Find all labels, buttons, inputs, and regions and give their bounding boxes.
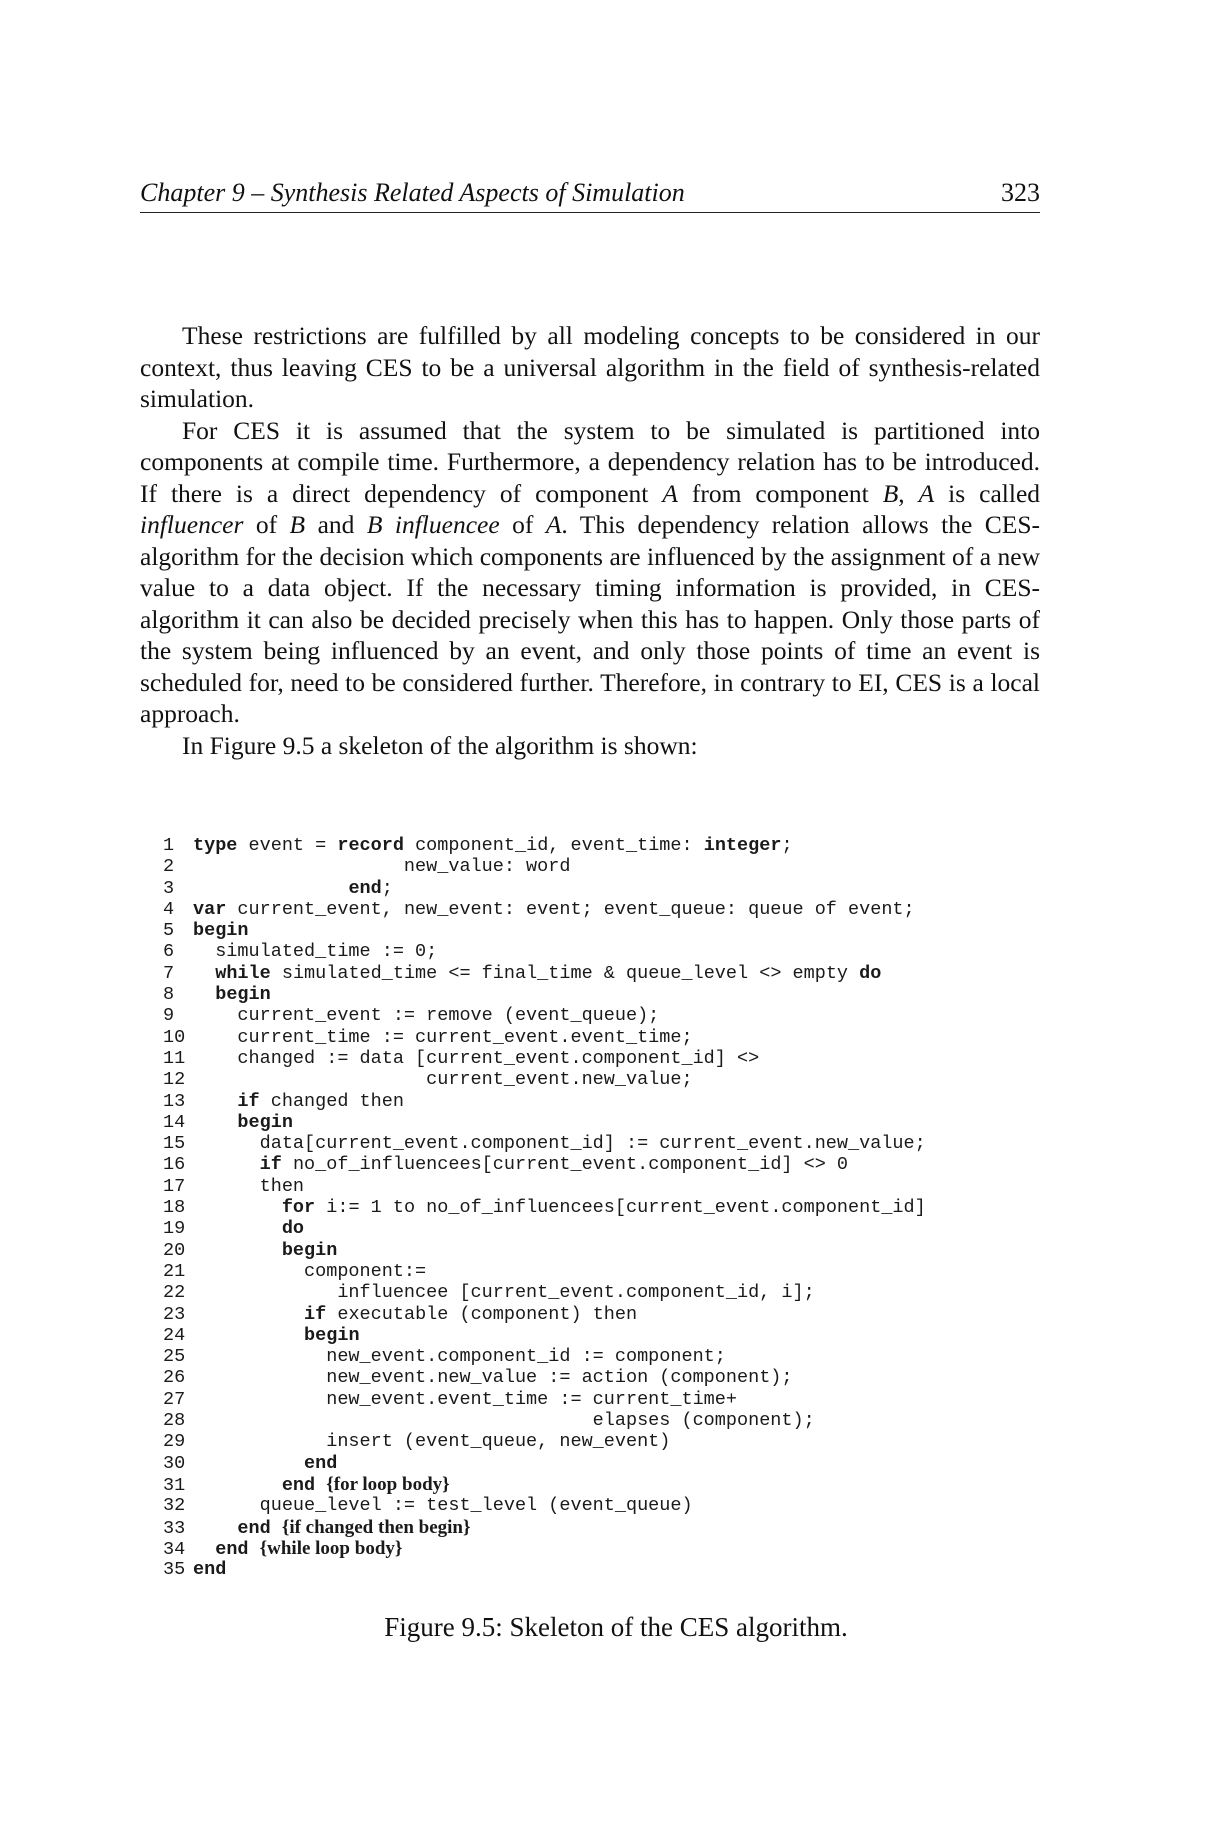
code-line [163,1048,1043,1069]
line-number: 22 [163,1282,186,1304]
code-line [163,1495,1043,1516]
code-text [193,1048,759,1069]
keyword: var [193,898,227,920]
code-token: data[current_event.component_id] := current_event.new_value; [193,1133,926,1155]
line-number: 10 [163,1026,186,1048]
line-number: 14 [163,1111,186,1133]
code-text [193,1091,404,1112]
code-line [163,1005,1043,1026]
code-comment: {for loop body} [326,1473,450,1495]
code-token [193,878,348,899]
code-text [193,920,249,941]
line-number: 6 [163,941,175,963]
code-token: current_event := remove (event_queue); [193,1005,660,1027]
keyword: end [193,1559,227,1581]
code-text [193,1538,402,1560]
code-token: new_event.component_id := component; [193,1346,726,1368]
code-token: component:= [193,1260,427,1282]
text-run [382,510,394,539]
code-comment: {while loop body} [259,1537,403,1559]
code-text [193,984,271,1005]
code-text [193,1325,360,1346]
code-text [193,835,793,856]
code-text [193,1240,337,1261]
code-text [193,1495,693,1516]
code-text [193,1069,693,1090]
code-text [193,1154,848,1175]
code-token: current_time := current_event.event_time; [193,1026,693,1048]
code-line [163,1133,1043,1154]
keyword: for [281,1197,316,1219]
code-line [163,1559,1043,1580]
text-run: In Figure 9.5 a skeleton of the algorithm is shown: [182,730,698,760]
code-line [163,1091,1043,1112]
line-number: 15 [163,1133,186,1155]
line-number: 9 [163,1005,175,1027]
code-token: i:= 1 to no_of_influencees[current_event.component_id] [315,1197,926,1219]
keyword: end [215,1538,249,1560]
code-token [193,963,215,984]
code-token: insert (event_queue, new_event) [193,1431,671,1453]
code-token: changed := data [current_event.component_id] <> [193,1047,760,1069]
line-number: 2 [163,856,175,878]
code-text [193,856,570,877]
keyword: do [859,962,882,984]
line-number: 18 [163,1197,186,1219]
code-token [193,1091,237,1112]
keyword: begin [193,920,249,942]
code-line [163,941,1043,962]
line-number: 16 [163,1154,186,1176]
code-text [193,1367,793,1388]
code-text [193,1346,726,1367]
code-token [193,1218,282,1239]
line-number: 3 [163,877,175,899]
code-line [163,1389,1043,1410]
code-token [193,1325,304,1346]
italic-term: A [662,478,678,508]
line-number: 27 [163,1388,186,1410]
code-token: influencee [current_event.component_id, i]; [193,1282,815,1304]
keyword: begin [215,984,271,1006]
code-token: event = [237,835,338,856]
line-number: 4 [163,898,175,920]
code-line [163,835,1043,856]
code-line [163,1112,1043,1133]
line-number: 24 [163,1324,186,1346]
code-token [193,1197,282,1218]
keyword: while [215,962,271,984]
figure-caption: Figure 9.5: Skeleton of the CES algorithm. [384,1612,848,1642]
line-number: 35 [163,1559,186,1581]
code-token: queue_level := test_level (event_queue) [193,1495,693,1517]
code-line [163,1197,1043,1218]
keyword: end [348,877,382,899]
code-line [163,1346,1043,1367]
keyword: end [237,1517,271,1539]
code-line [163,1282,1043,1303]
body-text [140,320,1040,761]
code-token: component_id, event_time: [403,835,704,856]
line-number: 30 [163,1452,186,1474]
code-line [163,1453,1043,1474]
code-token [193,1112,237,1133]
code-text [193,1282,815,1303]
code-token [271,1518,282,1539]
keyword: integer [703,835,782,856]
code-text [193,1027,693,1048]
italic-term: B [882,478,899,508]
code-text [193,899,915,920]
code-token [315,1475,326,1496]
code-text [193,1005,659,1026]
italic-term: influencee [394,510,500,539]
text-run: These restrictions are fulfilled by all modeling concepts to be considered in our context, thus leaving CES to be a universal algorithm in the field of synthesis-related simulation. [140,321,1040,413]
keyword: begin [237,1111,293,1133]
code-text [193,1112,293,1133]
chapter-title: Chapter 9 – Synthesis Related Aspects of Simulation [140,178,685,207]
code-text [193,1389,737,1410]
keyword: if [304,1303,327,1325]
code-line [163,1176,1043,1197]
code-token [193,1475,282,1496]
code-token: ; [781,835,793,856]
code-token: then [193,1175,305,1197]
code-line [163,1261,1043,1282]
code-token [193,1154,260,1175]
line-number: 33 [163,1517,186,1539]
code-token: new_event.event_time := current_time+ [193,1388,737,1410]
line-number: 8 [163,984,175,1006]
italic-term: B [366,510,383,539]
code-line [163,1538,1043,1559]
page-number: 323 [1001,178,1040,207]
line-number: 19 [163,1218,186,1240]
code-line [163,1304,1043,1325]
code-token [193,984,215,1005]
code-line [163,1367,1043,1388]
algorithm-listing [163,835,1043,1580]
code-token: current_event.new_value; [193,1069,693,1091]
keyword: do [281,1218,305,1240]
line-number: 25 [163,1346,186,1368]
code-line [163,963,1043,984]
italic-term: A [545,510,562,539]
code-line [163,856,1043,877]
line-number: 12 [163,1069,186,1091]
code-text [193,941,437,962]
keyword: type [193,835,238,856]
code-token [193,1539,215,1560]
code-line [163,1410,1043,1431]
line-number: 17 [163,1175,186,1197]
line-number: 13 [163,1090,186,1112]
text-run: of [243,510,290,539]
code-line [163,984,1043,1005]
code-token: simulated_time := 0; [193,941,438,963]
code-text [193,1304,637,1325]
text-run: from component [677,478,883,508]
code-line [163,1325,1043,1346]
line-number: 29 [163,1431,186,1453]
keyword: end [304,1452,338,1474]
code-text [193,1133,926,1154]
line-number: 23 [163,1303,186,1325]
code-comment: {if changed then begin} [281,1516,471,1538]
keyword: end [281,1474,316,1496]
code-text [193,1176,304,1197]
code-text [193,1474,450,1496]
code-token: new_value: word [193,856,571,878]
line-number: 20 [163,1239,186,1261]
code-text [193,1431,670,1452]
code-token: no_of_influencees[current_event.component_id] <> 0 [281,1154,849,1176]
keyword: begin [281,1239,338,1261]
text-run: is called [934,478,1041,508]
code-text [193,1517,470,1539]
line-number: 5 [163,920,175,942]
line-number: 1 [163,835,175,856]
code-token: simulated_time <= final_time & queue_level <> empty [270,962,860,984]
italic-term: B [289,510,306,539]
code-text [193,1410,815,1431]
code-line [163,1027,1043,1048]
line-number: 28 [163,1410,186,1432]
text-run: , [898,478,919,508]
paragraph [140,730,1040,762]
keyword: if [259,1154,282,1176]
code-token: new_event.new_value := action (component); [193,1367,793,1389]
code-line [163,1218,1043,1239]
code-token: changed then [259,1090,404,1112]
code-text [193,1197,926,1218]
code-text [193,963,881,984]
code-text [193,1218,304,1239]
paragraph [140,415,1040,730]
code-token: current_event, new_event: event; event_queue: queue of event; [226,898,915,920]
code-token: ; [381,877,393,899]
code-token [193,1304,304,1325]
code-line [163,1069,1043,1090]
code-token [193,1518,237,1539]
line-number: 21 [163,1260,186,1282]
keyword: begin [304,1324,360,1346]
code-line [163,899,1043,920]
text-run: of [499,510,546,539]
running-header [140,176,1040,213]
keyword: if [237,1090,260,1112]
code-line [163,1474,1043,1495]
code-token [193,1240,282,1261]
code-text [193,1559,226,1580]
line-number: 32 [163,1495,186,1517]
line-number: 11 [163,1047,186,1069]
code-text [193,878,393,899]
code-text [193,1261,426,1282]
code-line [163,920,1043,941]
line-number: 34 [163,1538,186,1560]
line-number: 26 [163,1367,186,1389]
keyword: record [337,835,404,856]
code-line [163,1240,1043,1261]
text-run: and [305,510,367,539]
line-number: 7 [163,962,175,984]
code-token: executable (component) then [326,1303,638,1325]
code-line [163,878,1043,899]
code-line [163,1154,1043,1175]
code-token [193,1453,304,1474]
code-line [163,1517,1043,1538]
italic-term: A [918,478,935,508]
text-run: . This dependency relation allows the CES-algorithm for the decision which components are influenced by the assignment of a new value to a data object. If the necessary timing information is provided, in CES-algorithm it can also be decided precisely when this has to happen. Only those parts of the system being influenced by an event, and only those points of time an event is scheduled for, need to be considered further. Therefore, in contrary to EI, CES is a local approach. [140,510,1041,728]
code-token: elapses (component); [193,1410,815,1432]
code-token [249,1539,260,1560]
paragraph [140,320,1040,415]
code-text [193,1453,337,1474]
text-run: For CES it is assumed that the system to be simulated is partitioned into components at compile time. Furthermore, a dependency relation has to be introduced. If there is a direct dependency of component [140,415,1040,508]
code-line [163,1431,1043,1452]
italic-term: influencer [140,510,244,539]
line-number: 31 [163,1474,186,1496]
